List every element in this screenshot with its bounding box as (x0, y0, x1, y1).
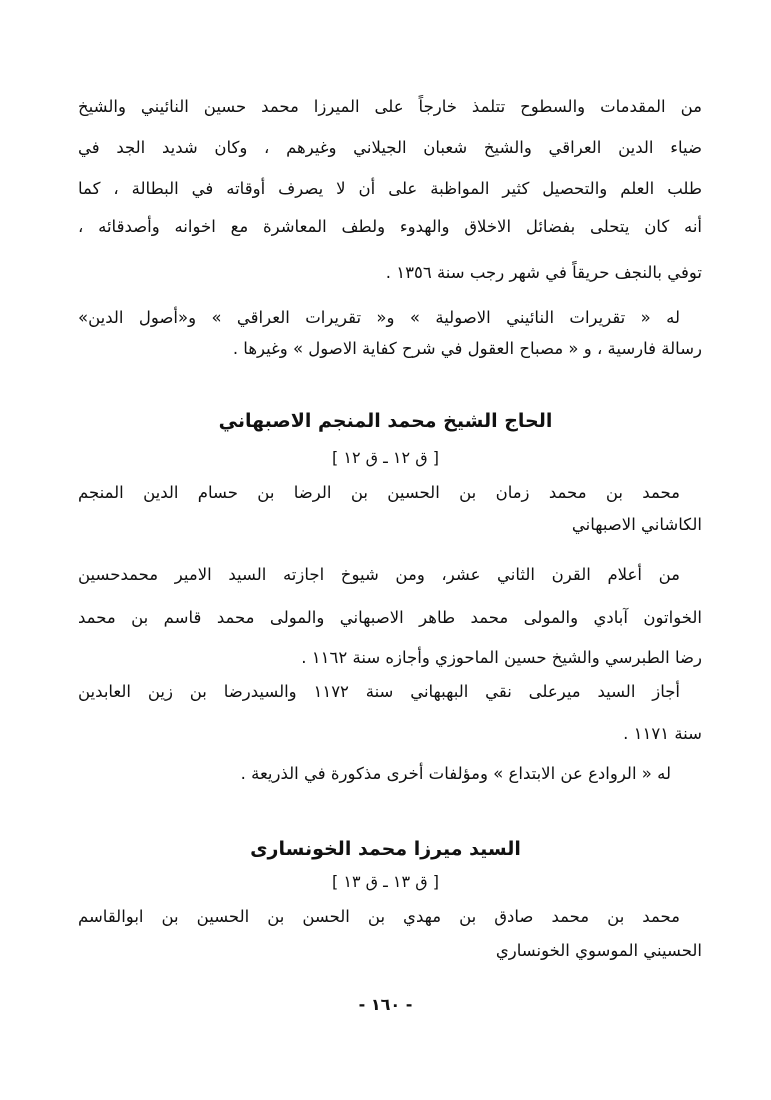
text-line: له « الروادع عن الابتداع » ومؤلفات أخرى مذكورة في الذريعة . (240, 764, 671, 783)
entry-title: الحاج الشيخ محمد المنجم الاصبهاني (218, 410, 553, 432)
text-line: ضياء الدين العراقي والشيخ شعبان الجيلاني وغيرهم ، وكان شديد الجد في (78, 138, 702, 157)
text-line: الكاشاني الاصبهاني (571, 515, 702, 534)
text-line: طلب العلم والتحصيل كثير المواظبة على أن لا يصرف أوقاته في البطالة ، كما (78, 179, 702, 198)
text-line: أنه كان يتحلى بفضائل الاخلاق والهدوء ولطف المعاشرة مع اخوانه وأصدقائه ، (78, 217, 702, 236)
text-line: رسالة فارسية ، و « مصباح العقول في شرح كفاية الاصول » وغيرها . (232, 339, 702, 358)
text-line: الخواتون آبادي والمولى محمد طاهر الاصبهاني والمولى محمد قاسم بن محمد (78, 608, 702, 627)
entry-century: [ ق ١٢ ـ ق ١٢ ] (332, 448, 439, 467)
text-line: من المقدمات والسطوح تتلمذ خارجاً على الميرزا محمد حسين النائيني والشيخ (78, 97, 702, 116)
entry-title: السيد ميرزا محمد الخونسارى (250, 838, 521, 860)
text-line: سنة ١١٧١ . (623, 724, 702, 743)
text-line: توفي بالنجف حريقاً في شهر رجب سنة ١٣٥٦ . (385, 263, 702, 282)
page-number: - ١٦٠ - (358, 995, 413, 1014)
text-line: أجاز السيد ميرعلى نقي البهبهاني سنة ١١٧٢ والسيدرضا بن زين العابدين (78, 682, 681, 701)
text-line: الحسيني الموسوي الخونساري (495, 941, 702, 960)
entry-century: [ ق ١٣ ـ ق ١٣ ] (332, 872, 439, 891)
text-line: له « تقريرات النائيني الاصولية » و« تقريرات العراقي » و«أصول الدين» (78, 308, 680, 327)
text-line: محمد بن محمد صادق بن مهدي بن الحسن بن الحسين بن ابوالقاسم (78, 907, 680, 926)
text-line: محمد بن محمد زمان بن الحسين بن الرضا بن حسام الدين المنجم (78, 483, 680, 502)
text-line: رضا الطبرسي والشيخ حسين الماحوزي وأجازه سنة ١١٦٢ . (301, 648, 702, 667)
text-line: من أعلام القرن الثاني عشر، ومن شيوخ اجازته السيد الامير محمدحسين (78, 565, 680, 584)
